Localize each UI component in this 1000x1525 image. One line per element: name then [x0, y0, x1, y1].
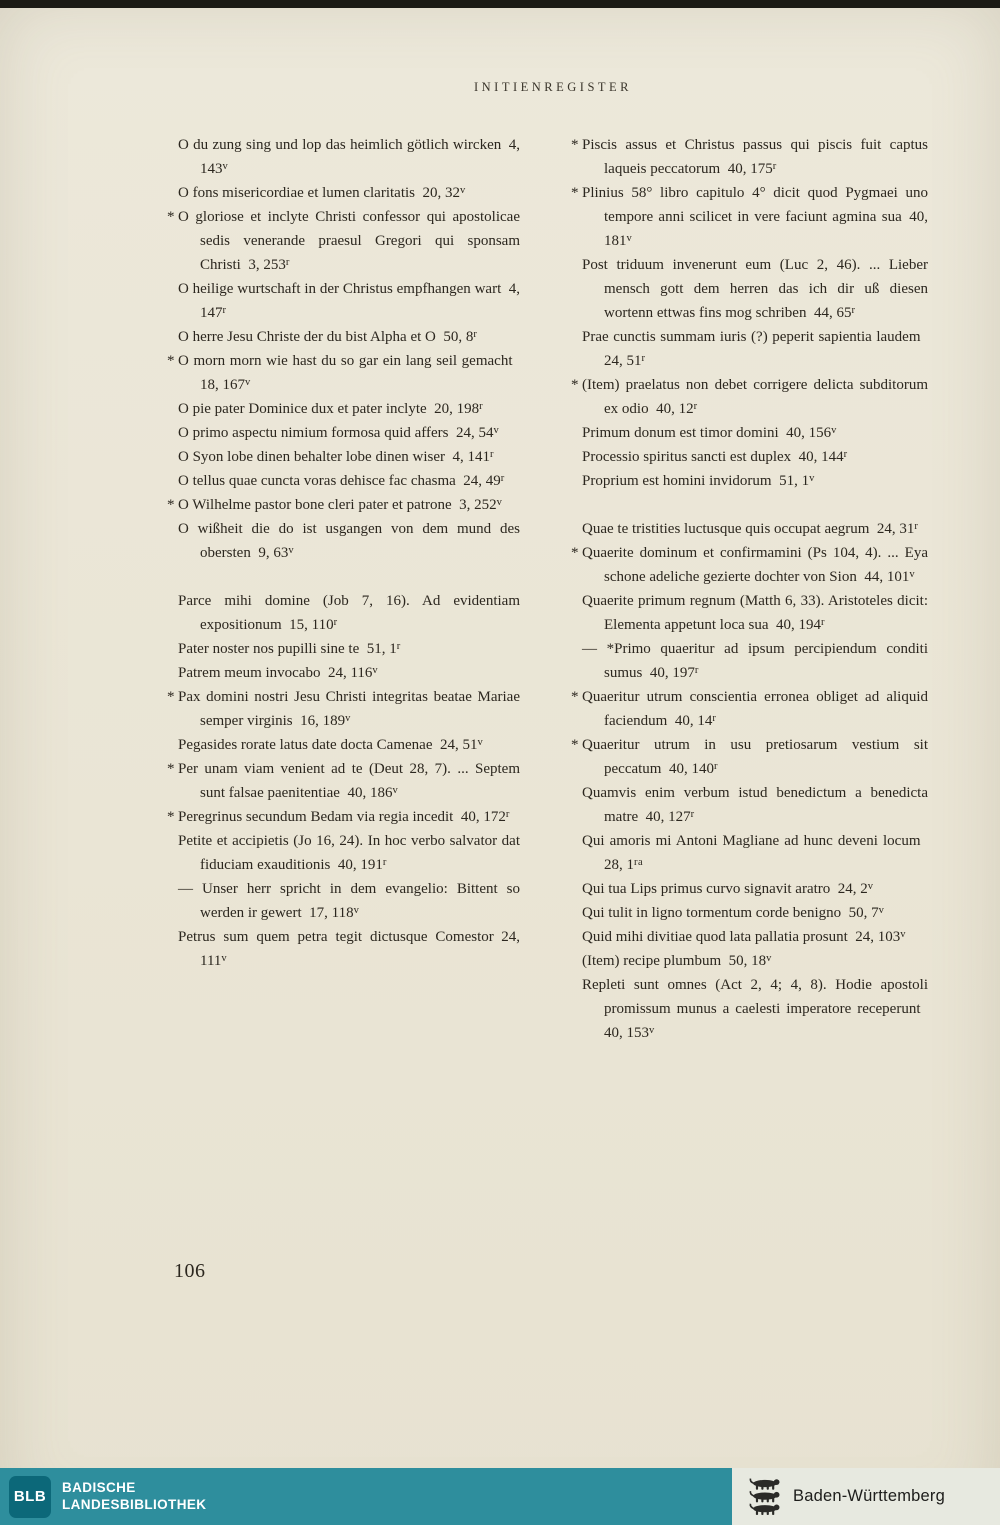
- entry-asterisk-marker: *: [571, 185, 579, 201]
- register-entry: [582, 325, 928, 373]
- entry-folio-reference: 40, 172$^r$: [453, 808, 510, 825]
- entry-folio-reference: 40, 191$^r$: [330, 856, 387, 873]
- register-entry: [167, 349, 520, 397]
- entry-folio-reference: 20, 198$^r$: [426, 400, 484, 417]
- register-entry: [582, 517, 928, 541]
- register-entry: [178, 637, 520, 661]
- entry-incipit-text: O Syon lobe dinen behalter lobe dinen wiser: [178, 449, 446, 465]
- register-entry: [582, 421, 928, 445]
- entry-folio-reference: 40, 127$^r$: [638, 808, 695, 825]
- entry-folio-reference: 24, 2$^v$: [830, 880, 874, 897]
- register-entry: [178, 733, 520, 757]
- entry-incipit-text: Qui tua Lips primus curvo signavit aratro: [582, 881, 831, 897]
- entry-incipit-text: Parce mihi domine (Job 7, 16). Ad evidentiam expositionum: [178, 593, 520, 633]
- register-entry: [582, 949, 928, 973]
- entry-folio-reference: 40, 144$^r$: [791, 448, 848, 465]
- entry-incipit-text: Quae te tristities luctusque quis occupat aegrum: [582, 521, 870, 537]
- entry-incipit-text: O tellus quae cuncta voras dehisce fac chasma: [178, 473, 456, 489]
- entry-incipit-text: Plinius 58° libro capitulo 4° dicit quod Pygmaei uno tempore anni scilicet in vere faciunt agmina sua: [582, 185, 928, 225]
- entry-incipit-text: — *Primo quaeritur ad ipsum percipiendum conditi sumus: [582, 641, 928, 681]
- entry-folio-reference: 24, 51$^r$: [604, 329, 928, 369]
- entry-asterisk-marker: *: [571, 689, 579, 705]
- entry-incipit-text: Per unam viam venient ad te (Deut 28, 7). ... Septem sunt falsae paenitentiae: [178, 761, 520, 801]
- entry-folio-reference: 40, 175$^r$: [720, 160, 777, 177]
- register-entry: [178, 397, 520, 421]
- entry-asterisk-marker: *: [167, 809, 175, 825]
- footer-region-section: [732, 1468, 1000, 1525]
- entry-folio-reference: 15, 110$^r$: [281, 616, 338, 633]
- entry-folio-reference: 24, 111$^v$: [200, 929, 520, 969]
- register-entry: [178, 421, 520, 445]
- entry-incipit-text: — Unser herr spricht in dem evangelio: Bittent so werden ir gewert: [178, 881, 520, 921]
- register-entry: [178, 517, 520, 565]
- entry-incipit-text: O wißheit die do ist usgangen von dem mund des obersten: [178, 521, 520, 561]
- entry-folio-reference: 20, 32$^v$: [415, 184, 466, 201]
- entry-incipit-text: Petite et accipietis (Jo 16, 24). In hoc verbo salvator dat fiduciam exauditionis: [178, 833, 520, 873]
- entry-incipit-text: Post triduum invenerunt eum (Luc 2, 46). ... Lieber mensch gott dem herren das ich dir uß diesen wortenn ettwas fins mog schriben: [582, 257, 928, 321]
- entry-folio-reference: 3, 252$^v$: [451, 496, 503, 513]
- page-header-title: INITIENREGISTER: [473, 80, 633, 94]
- register-entry: [571, 541, 928, 589]
- register-entry: [571, 181, 928, 253]
- entry-incipit-text: Pater noster nos pupilli sine te: [178, 641, 360, 657]
- entry-asterisk-marker: *: [571, 545, 579, 561]
- entry-folio-reference: 4, 141$^r$: [445, 448, 495, 465]
- entry-folio-reference: 18, 167$^v$: [200, 353, 520, 393]
- entry-folio-reference: 40, 12$^r$: [648, 400, 698, 417]
- entry-folio-reference: 24, 103$^v$: [847, 928, 907, 945]
- register-entry: [178, 589, 520, 637]
- entry-asterisk-marker: *: [167, 497, 175, 513]
- entry-asterisk-marker: *: [167, 689, 175, 705]
- register-columns: [167, 133, 928, 1045]
- entry-folio-reference: 50, 18$^v$: [721, 952, 772, 969]
- entry-incipit-text: Qui tulit in ligno tormentum corde benigno: [582, 905, 842, 921]
- footer-library-section: [0, 1468, 732, 1525]
- region-name: Baden-Württemberg: [793, 1487, 945, 1505]
- register-entry: [178, 829, 520, 877]
- entry-asterisk-marker: *: [167, 353, 175, 369]
- entry-folio-reference: 40, 181$^v$: [604, 209, 928, 249]
- entry-incipit-text: Petrus sum quem petra tegit dictusque Comestor: [178, 929, 494, 945]
- entry-incipit-text: Quid mihi divitiae quod lata pallatia prosunt: [582, 929, 848, 945]
- entry-incipit-text: O primo aspectu nimium formosa quid affers: [178, 425, 449, 441]
- register-entry: [178, 445, 520, 469]
- entry-incipit-text: Patrem meum invocabo: [178, 665, 321, 681]
- register-entry: [571, 133, 928, 181]
- register-entry: [178, 325, 520, 349]
- register-entry: [582, 445, 928, 469]
- entry-asterisk-marker: *: [167, 209, 175, 225]
- library-name: [62, 1480, 206, 1514]
- page-number: 106: [174, 1260, 206, 1282]
- entry-incipit-text: (Item) praelatus non debet corrigere delicta subditorum ex odio: [582, 377, 928, 417]
- register-entry: [582, 589, 928, 637]
- entry-folio-reference: 51, 1$^r$: [359, 640, 401, 657]
- entry-folio-reference: 40, 156$^v$: [778, 424, 837, 441]
- scan-edge-top: [0, 0, 1000, 8]
- entry-incipit-text: Quaeritur utrum in usu pretiosarum vestium sit peccatum: [582, 737, 928, 777]
- entry-incipit-text: Pegasides rorate latus date docta Camenae: [178, 737, 433, 753]
- register-entry: [167, 805, 520, 829]
- register-entry: [571, 685, 928, 733]
- entry-incipit-text: Processio spiritus sancti est duplex: [582, 449, 792, 465]
- entry-incipit-text: Repleti sunt omnes (Act 2, 4; 4, 8). Hodie apostoli promissum munus a caelesti imperatore receperunt: [582, 977, 928, 1017]
- entry-folio-reference: 4, 147$^r$: [200, 281, 520, 321]
- register-entry: [167, 757, 520, 805]
- register-entry: [582, 901, 928, 925]
- entry-folio-reference: 24, 31$^r$: [869, 520, 919, 537]
- entry-folio-reference: 3, 253$^r$: [240, 256, 290, 273]
- entry-incipit-text: O morn morn wie hast du so gar ein lang seil gemacht: [178, 353, 513, 369]
- register-entry: [582, 829, 928, 877]
- register-column-left: [167, 133, 520, 1045]
- entry-folio-reference: 40, 140$^r$: [661, 760, 718, 777]
- register-entry: [582, 469, 928, 493]
- register-entry: [178, 181, 520, 205]
- entry-folio-reference: 40, 14$^r$: [667, 712, 717, 729]
- entry-folio-reference: 44, 65$^r$: [806, 304, 856, 321]
- entry-folio-reference: 24, 116$^v$: [320, 664, 379, 681]
- entry-incipit-text: Quaerite primum regnum (Matth 6, 33). Aristoteles dicit: Elementa appetunt loca sua: [582, 593, 928, 633]
- register-entry: [167, 685, 520, 733]
- library-name-line2: LANDESBIBLIOTHEK: [62, 1496, 207, 1512]
- entry-incipit-text: Prae cunctis summam iuris (?) peperit sapientia laudem: [582, 329, 921, 345]
- register-entry: [178, 133, 520, 181]
- entry-incipit-text: Quamvis enim verbum istud benedictum a benedicta matre: [582, 785, 928, 825]
- register-entry: [178, 877, 520, 925]
- register-entry: [178, 925, 520, 973]
- entry-incipit-text: Pax domini nostri Jesu Christi integritas beatae Mariae semper virginis: [178, 689, 520, 729]
- register-entry: [582, 973, 928, 1045]
- entry-incipit-text: Proprium est homini invidorum: [582, 473, 772, 489]
- register-entry: [167, 493, 520, 517]
- register-entry: [178, 661, 520, 685]
- entry-incipit-text: Primum donum est timor domini: [582, 425, 779, 441]
- library-name-line1: BADISCHE: [62, 1479, 136, 1495]
- entry-incipit-text: O fons misericordiae et lumen claritatis: [178, 185, 416, 201]
- entry-incipit-text: Quaeritur utrum conscientia erronea obliget ad aliquid faciendum: [582, 689, 928, 729]
- entry-incipit-text: Qui amoris mi Antoni Magliane ad hunc deveni locum: [582, 833, 921, 849]
- entry-folio-reference: 17, 118$^v$: [301, 904, 360, 921]
- register-entry: [582, 253, 928, 325]
- register-entry: [582, 877, 928, 901]
- entry-asterisk-marker: *: [167, 761, 175, 777]
- entry-incipit-text: (Item) recipe plumbum: [582, 953, 722, 969]
- entry-folio-reference: 16, 189$^v$: [292, 712, 351, 729]
- entry-folio-reference: 28, $1^{ra}$: [604, 833, 928, 873]
- entry-folio-reference: 24, 54$^v$: [448, 424, 500, 441]
- register-entry: [571, 733, 928, 781]
- entry-asterisk-marker: *: [571, 377, 579, 393]
- page-content: [167, 80, 928, 1045]
- entry-folio-reference: 51, 1$^v$: [771, 472, 815, 489]
- entry-folio-reference: 40, 194$^r$: [768, 616, 826, 633]
- entry-folio-reference: 44, 101$^v$: [856, 568, 916, 585]
- entry-incipit-text: O gloriose et inclyte Christi confessor qui apostolicae sedis venerande praesul Gregori qui sponsam Christi: [178, 209, 520, 273]
- register-column-right: [571, 133, 928, 1045]
- entry-incipit-text: O herre Jesu Christe der du bist Alpha et O: [178, 329, 436, 345]
- register-entry: [571, 373, 928, 421]
- register-entry: [178, 277, 520, 325]
- footer-bar: [0, 1468, 1000, 1525]
- entry-incipit-text: O pie pater Dominice dux et pater inclyte: [178, 401, 427, 417]
- entry-asterisk-marker: *: [571, 137, 579, 153]
- entry-folio-reference: 24, 49$^r$: [455, 472, 505, 489]
- entry-incipit-text: O Wilhelme pastor bone cleri pater et patrone: [178, 497, 452, 513]
- entry-incipit-text: Piscis assus et Christus passus qui piscis fuit captus laqueis peccatorum: [582, 137, 928, 177]
- entry-asterisk-marker: *: [571, 737, 579, 753]
- entry-incipit-text: O du zung sing und lop das heimlich götlich wircken: [178, 137, 502, 153]
- entry-folio-reference: 24, 51$^v$: [432, 736, 484, 753]
- register-entry: [582, 781, 928, 829]
- entry-folio-reference: 9, 63$^v$: [250, 544, 295, 561]
- register-entry: [167, 205, 520, 277]
- register-entry: [582, 637, 928, 685]
- entry-incipit-text: O heilige wurtschaft in der Christus empfhangen wart: [178, 281, 502, 297]
- entry-folio-reference: 40, 197$^r$: [642, 664, 699, 681]
- entry-folio-reference: 40, 186$^v$: [339, 784, 399, 801]
- entry-folio-reference: 4, 143$^v$: [200, 137, 520, 177]
- blb-logo: BLB: [9, 1476, 51, 1518]
- entry-folio-reference: 50, 7$^v$: [841, 904, 885, 921]
- entry-incipit-text: Peregrinus secundum Bedam via regia incedit: [178, 809, 454, 825]
- baden-wuerttemberg-coat-of-arms-icon: [746, 1478, 782, 1516]
- register-entry: [178, 469, 520, 493]
- entry-incipit-text: Quaerite dominum et confirmamini (Ps 104, 4). ... Eya schone adeliche gezierte dochter von Sion: [582, 545, 928, 585]
- register-entry: [582, 925, 928, 949]
- entry-folio-reference: 50, 8$^r$: [435, 328, 478, 345]
- entry-folio-reference: 40, 153$^v$: [604, 1001, 928, 1041]
